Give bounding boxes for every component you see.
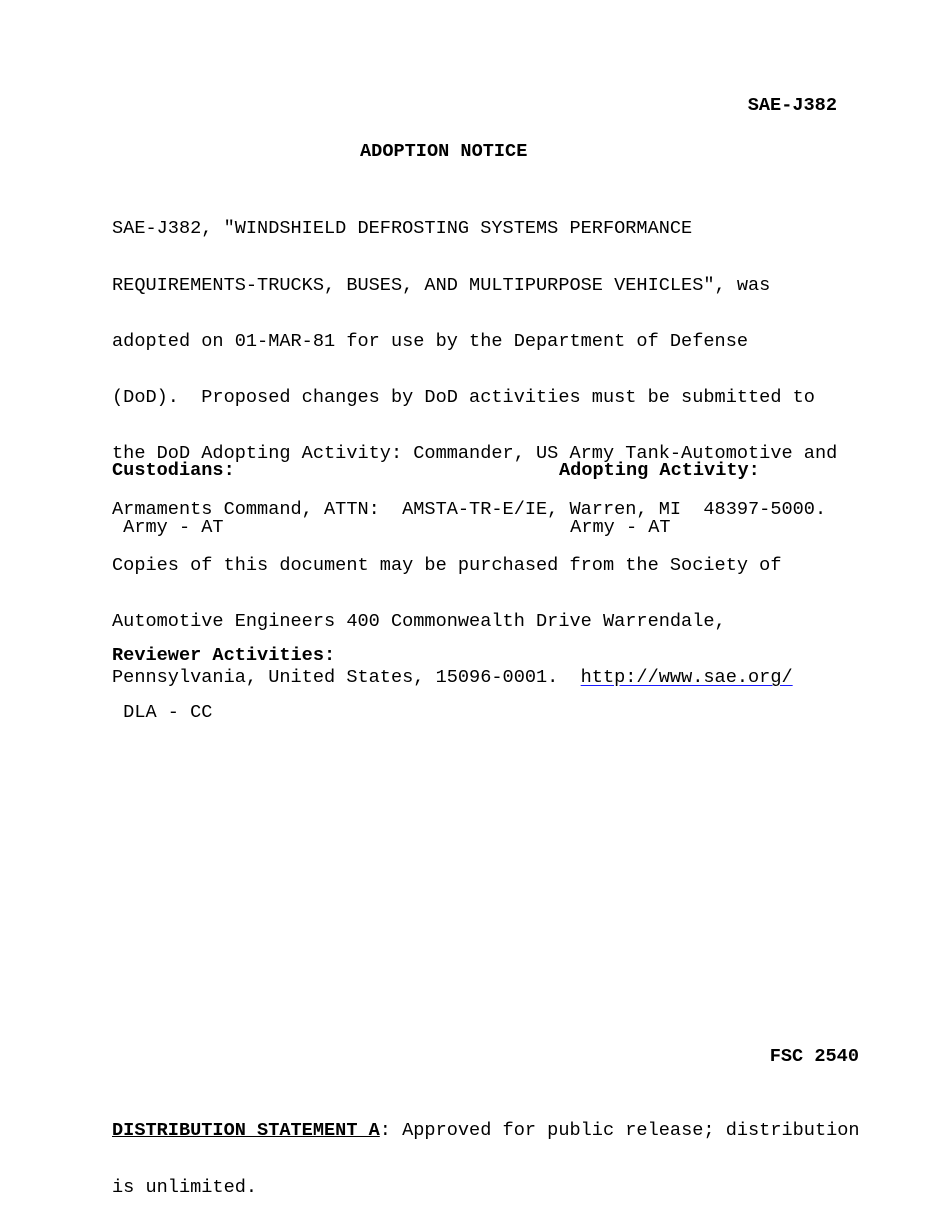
custodians-section [112, 425, 235, 556]
body-line: adopted on 01-MAR-81 for use by the Department of Defense [112, 330, 749, 352]
body-line: the DoD Adopting Activity: Commander, US Army Tank-Automotive and [112, 442, 838, 464]
body-line: Automotive Engineers 400 Commonwealth Drive Warrendale, [112, 611, 726, 633]
distribution-statement [112, 1085, 860, 1216]
adopting-activity-value: Army - AT [559, 516, 671, 538]
adopting-activity-label: Adopting Activity: [559, 460, 760, 482]
body-line: Pennsylvania, United States, 15096-0001. [112, 667, 581, 689]
page-title: ADOPTION NOTICE [360, 141, 528, 162]
reviewer-activities-value: DLA - CC [112, 701, 213, 723]
custodians-value: Army - AT [112, 516, 224, 538]
body-line: (DoD). Proposed changes by DoD activities must be submitted to [112, 386, 815, 408]
reviewer-activities-label: Reviewer Activities: [112, 645, 336, 667]
distribution-text-cont: is unlimited. [112, 1176, 258, 1198]
reviewer-activities-section [112, 610, 335, 741]
body-line: SAE-J382, "WINDSHIELD DEFROSTING SYSTEMS PERFORMANCE [112, 218, 693, 240]
body-line: REQUIREMENTS-TRUCKS, BUSES, AND MULTIPURPOSE VEHICLES", was [112, 274, 771, 296]
distribution-text: : Approved for public release; distribution [379, 1120, 860, 1142]
fsc-code: FSC 2540 [769, 1046, 859, 1067]
distribution-label: DISTRIBUTION STATEMENT A [112, 1120, 380, 1142]
body-line: Armaments Command, ATTN: AMSTA-TR-E/IE, Warren, MI 48397-5000. [112, 498, 827, 520]
sae-website-link[interactable]: http://www.sae.org/ [580, 667, 793, 689]
custodians-label: Custodians: [112, 460, 235, 482]
adopting-activity-section [559, 425, 760, 556]
body-line: Copies of this document may be purchased from the Society of [112, 555, 782, 577]
document-id: SAE-J382 [747, 95, 837, 116]
